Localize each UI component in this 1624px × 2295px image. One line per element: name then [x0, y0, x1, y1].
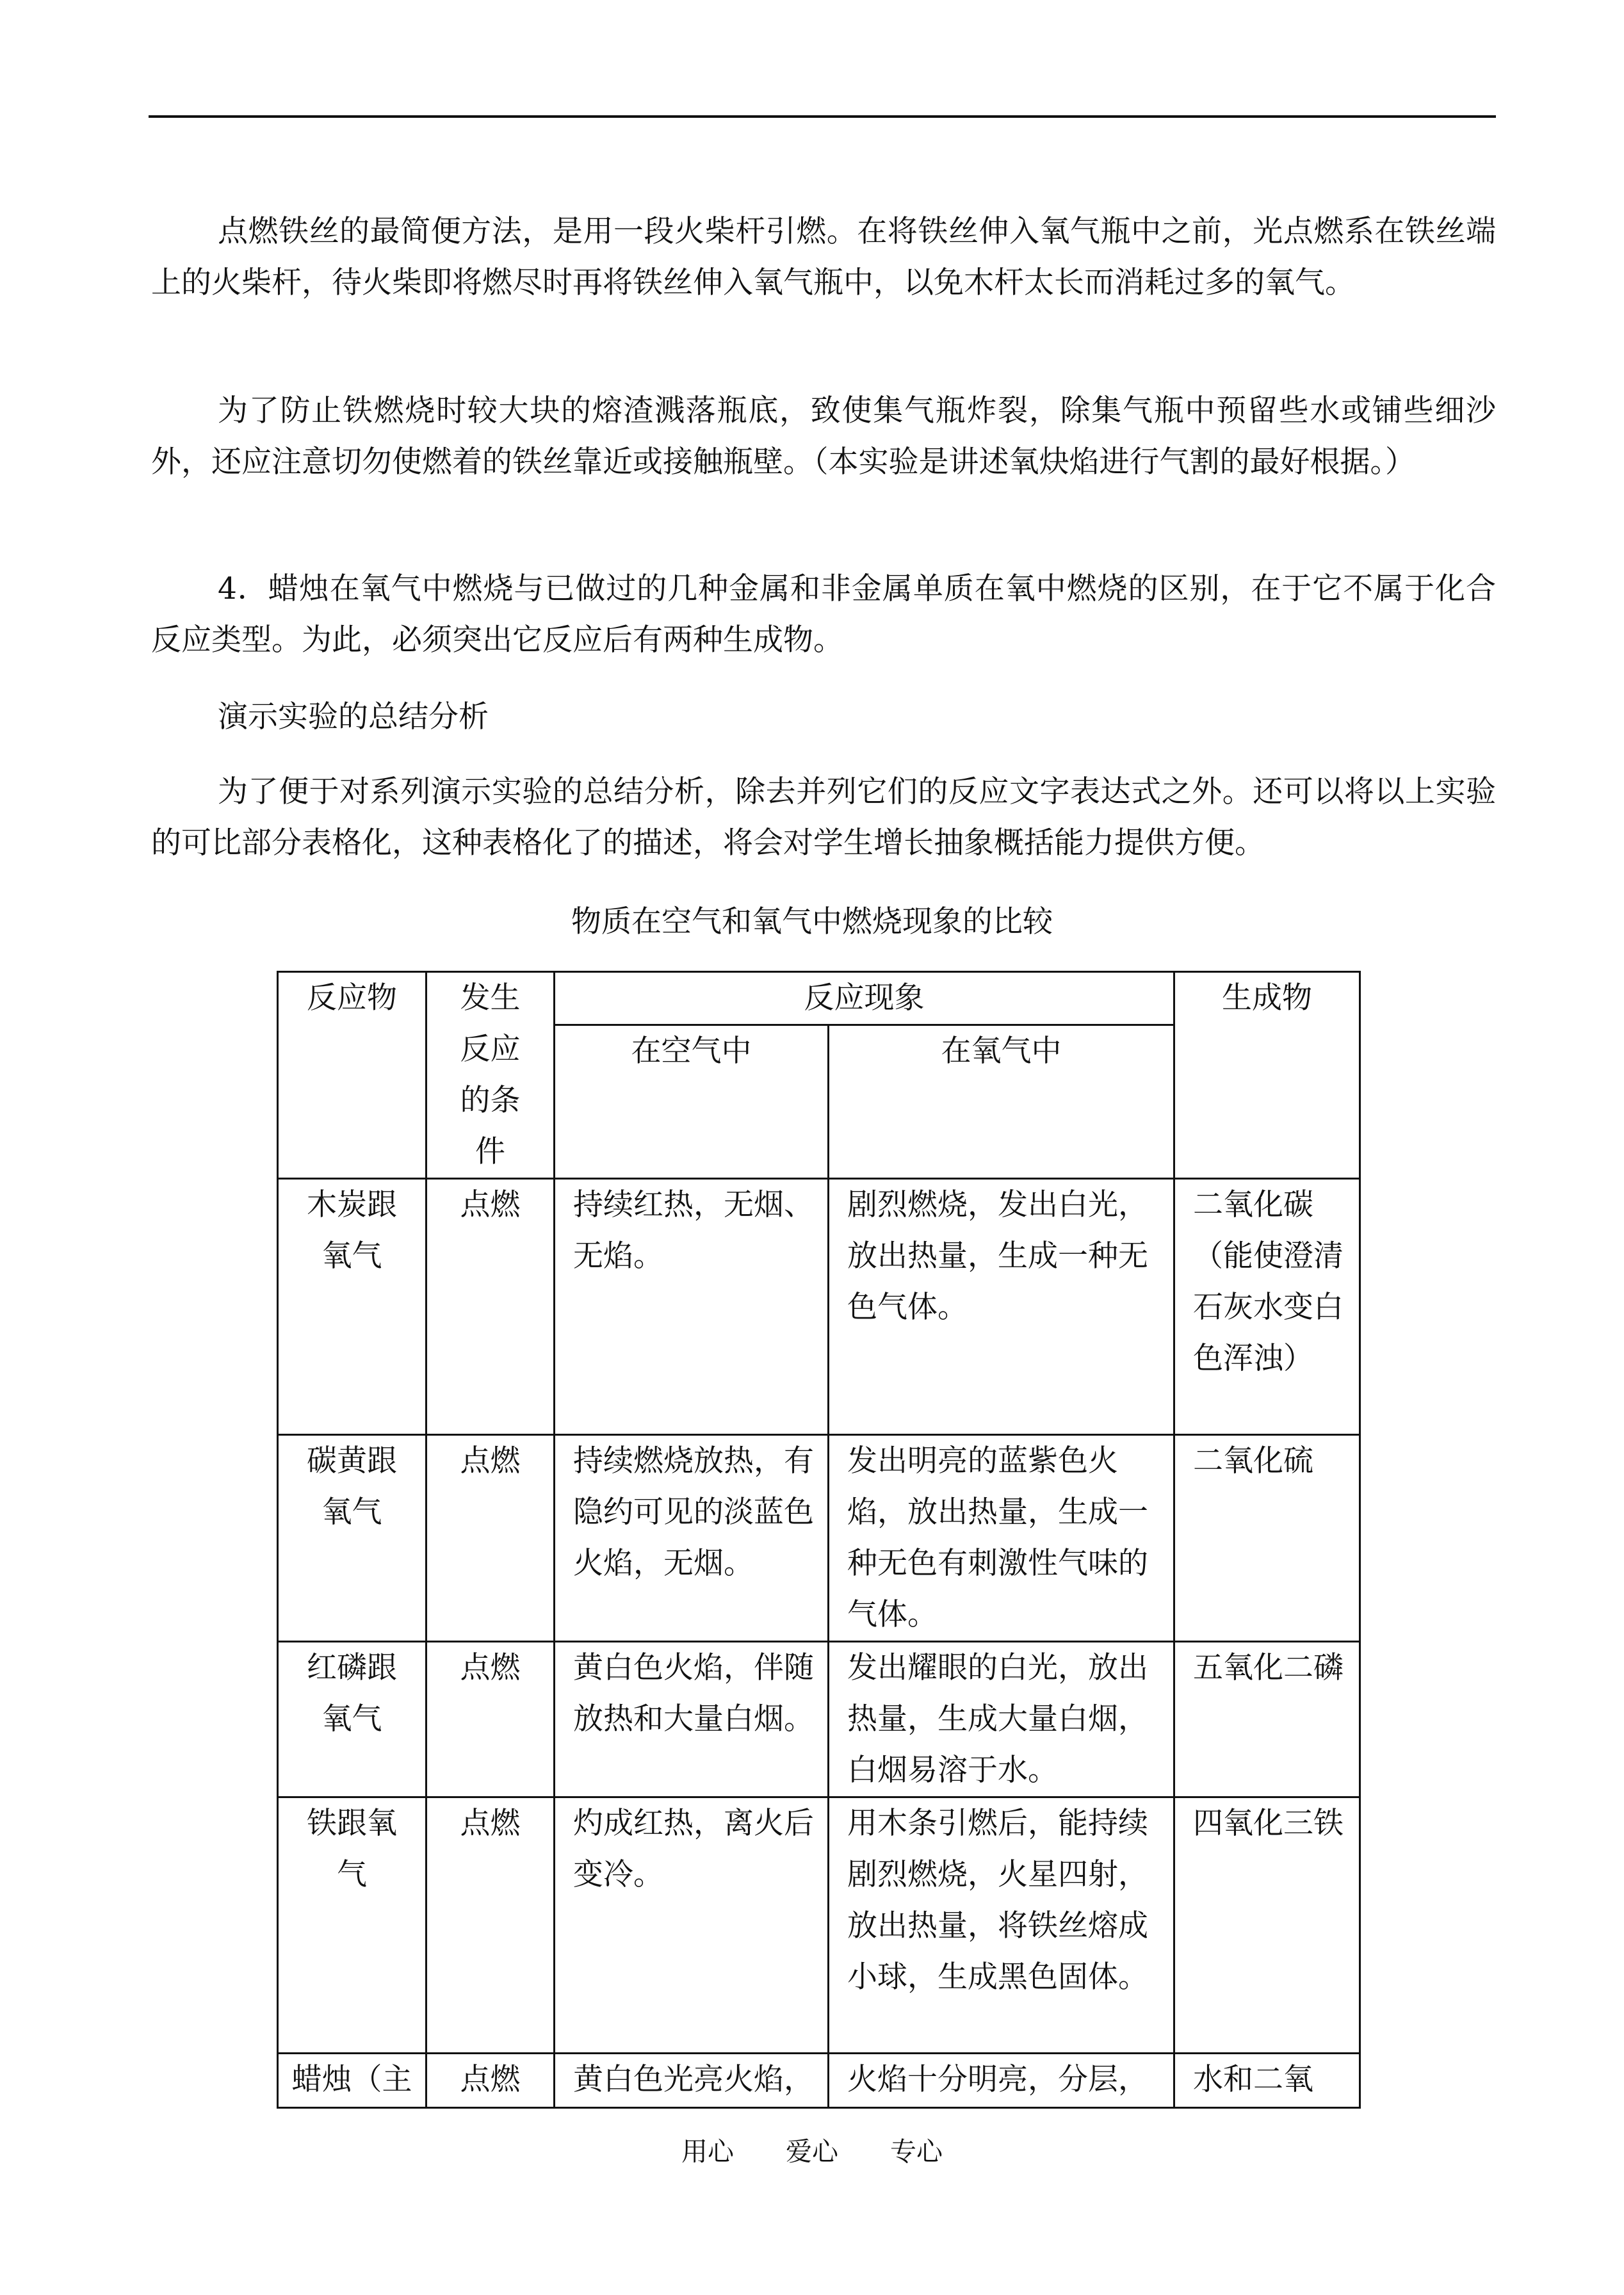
paragraph-text: 为了防止铁燃烧时较大块的熔渣溅落瓶底，致使集气瓶炸裂，除集气瓶中预留些水或铺些细沙外，还应注意切勿使燃着的铁丝靠近或接触瓶壁。（本实验是讲述氧炔焰进行气割的最好根据。） [151, 393, 1496, 480]
header-condition-text: 发生反应的条件 [460, 980, 521, 1169]
cell-text: 碳黄跟氧气 [307, 1443, 397, 1530]
cell-text: 点燃 [460, 1650, 521, 1685]
cell-text: 水和二氧 [1193, 2062, 1313, 2097]
cell-text: 点燃 [460, 1806, 521, 1841]
paragraph-text: 4．蜡烛在氧气中燃烧与已做过的几种金属和非金属单质在氧中燃烧的区别，在于它不属于化合反应类型。为此，必须突出它反应后有两种生成物。 [151, 571, 1496, 658]
cell-product [1174, 1179, 1360, 1435]
cell-in-air [555, 1435, 829, 1642]
header-condition [426, 972, 555, 1179]
paragraph-candle-combustion [151, 564, 1496, 666]
cell-text: 黄白色火焰，伴随放热和大量白烟。 [573, 1650, 814, 1737]
cell-text: 蜡烛（主 [291, 2062, 412, 2097]
table-title: 物质在空气和氧气中燃烧现象的比较 [571, 904, 1053, 939]
cell-reactant [278, 1435, 426, 1642]
cell-in-oxygen [829, 1797, 1174, 2054]
paragraph-text: 点燃铁丝的最简便方法，是用一段火柴杆引燃。在将铁丝伸入氧气瓶中之前，光点燃系在铁丝端上的火柴杆，待火柴即将燃尽时再将铁丝伸入氧气瓶中，以免木杆太长而消耗过多的氧气。 [151, 214, 1496, 300]
footer-item: 爱心 [786, 2136, 838, 2167]
cell-text: 二氧化碳（能使澄清石灰水变白色浑浊） [1193, 1187, 1344, 1376]
cell-product [1174, 2054, 1360, 2108]
cell-text: 持续燃烧放热，有隐约可见的淡蓝色火焰，无烟。 [573, 1443, 814, 1581]
cell-text: 灼成红热，离火后变冷。 [573, 1806, 814, 1892]
header-rule [149, 115, 1496, 118]
cell-text: 五氧化二磷 [1193, 1650, 1344, 1685]
header-in-oxygen [829, 1025, 1174, 1179]
cell-text: 铁跟氧气 [307, 1806, 397, 1892]
cell-condition [426, 1797, 555, 2054]
cell-condition [426, 1642, 555, 1797]
cell-text: 发出明亮的蓝紫色火焰，放出热量，生成一种无色有刺激性气味的气体。 [847, 1443, 1148, 1632]
header-in-air-text: 在空气中 [631, 1034, 752, 1069]
page-footer [0, 2132, 1624, 2171]
table-row [278, 1435, 1360, 1642]
cell-in-oxygen [829, 1435, 1174, 1642]
header-reactant-text: 反应物 [307, 980, 397, 1016]
cell-text: 发出耀眼的白光，放出热量，生成大量白烟，白烟易溶于水。 [847, 1650, 1148, 1788]
cell-text: 二氧化硫 [1193, 1443, 1313, 1479]
cell-product [1174, 1642, 1360, 1797]
cell-text: 火焰十分明亮，分层， [847, 2062, 1148, 2097]
cell-text: 持续红热，无烟、无焰。 [573, 1187, 814, 1274]
comparison-table [277, 971, 1361, 2109]
cell-text: 点燃 [460, 1187, 521, 1222]
table-row [278, 1642, 1360, 1797]
cell-product [1174, 1797, 1360, 2054]
cell-text: 黄白色光亮火焰， [573, 2062, 814, 2097]
footer-item: 专心 [890, 2136, 943, 2167]
cell-in-oxygen [829, 1642, 1174, 1797]
cell-in-air [555, 1797, 829, 2054]
table-row [278, 1797, 1360, 2054]
cell-text: 点燃 [460, 1443, 521, 1479]
paragraph-prevent-slag [151, 385, 1496, 488]
cell-text: 四氧化三铁 [1193, 1806, 1344, 1841]
cell-reactant [278, 1797, 426, 2054]
header-in-air [555, 1025, 829, 1179]
cell-in-oxygen [829, 1179, 1174, 1435]
cell-reactant [278, 2054, 426, 2108]
cell-condition [426, 1179, 555, 1435]
cell-text: 红磷跟氧气 [307, 1650, 397, 1737]
cell-condition [426, 2054, 555, 2108]
table-header-row [278, 972, 1360, 1025]
header-phenomenon-text: 反应现象 [804, 980, 925, 1016]
table-row [278, 1179, 1360, 1435]
footer-item: 用心 [681, 2136, 734, 2167]
cell-reactant [278, 1179, 426, 1435]
paragraph-text: 为了便于对系列演示实验的总结分析，除去并列它们的反应文字表达式之外。还可以将以上实验的可比部分表格化，这种表格化了的描述，将会对学生增长抽象概括能力提供方便。 [151, 774, 1496, 861]
header-reactant [278, 972, 426, 1179]
cell-text: 点燃 [460, 2062, 521, 2097]
heading-text: 演示实验的总结分析 [218, 699, 489, 734]
cell-in-oxygen [829, 2054, 1174, 2108]
header-in-oxygen-text: 在氧气中 [941, 1034, 1062, 1069]
header-product-text: 生成物 [1222, 980, 1312, 1016]
cell-reactant [278, 1642, 426, 1797]
cell-product [1174, 1435, 1360, 1642]
header-product [1174, 972, 1360, 1179]
section-heading [151, 692, 1496, 743]
table-row [278, 2054, 1360, 2108]
cell-in-air [555, 2054, 829, 2108]
cell-in-air [555, 1179, 829, 1435]
paragraph-summary [151, 766, 1496, 869]
cell-text: 木炭跟氧气 [307, 1187, 397, 1274]
cell-in-air [555, 1642, 829, 1797]
cell-text: 剧烈燃烧，发出白光，放出热量，生成一种无色气体。 [847, 1187, 1148, 1325]
paragraph-ignite-iron-wire [151, 206, 1496, 309]
cell-condition [426, 1435, 555, 1642]
cell-text: 用木条引燃后，能持续剧烈燃烧，火星四射，放出热量，将铁丝熔成小球，生成黑色固体。 [847, 1806, 1148, 1995]
header-phenomenon [555, 972, 1174, 1025]
